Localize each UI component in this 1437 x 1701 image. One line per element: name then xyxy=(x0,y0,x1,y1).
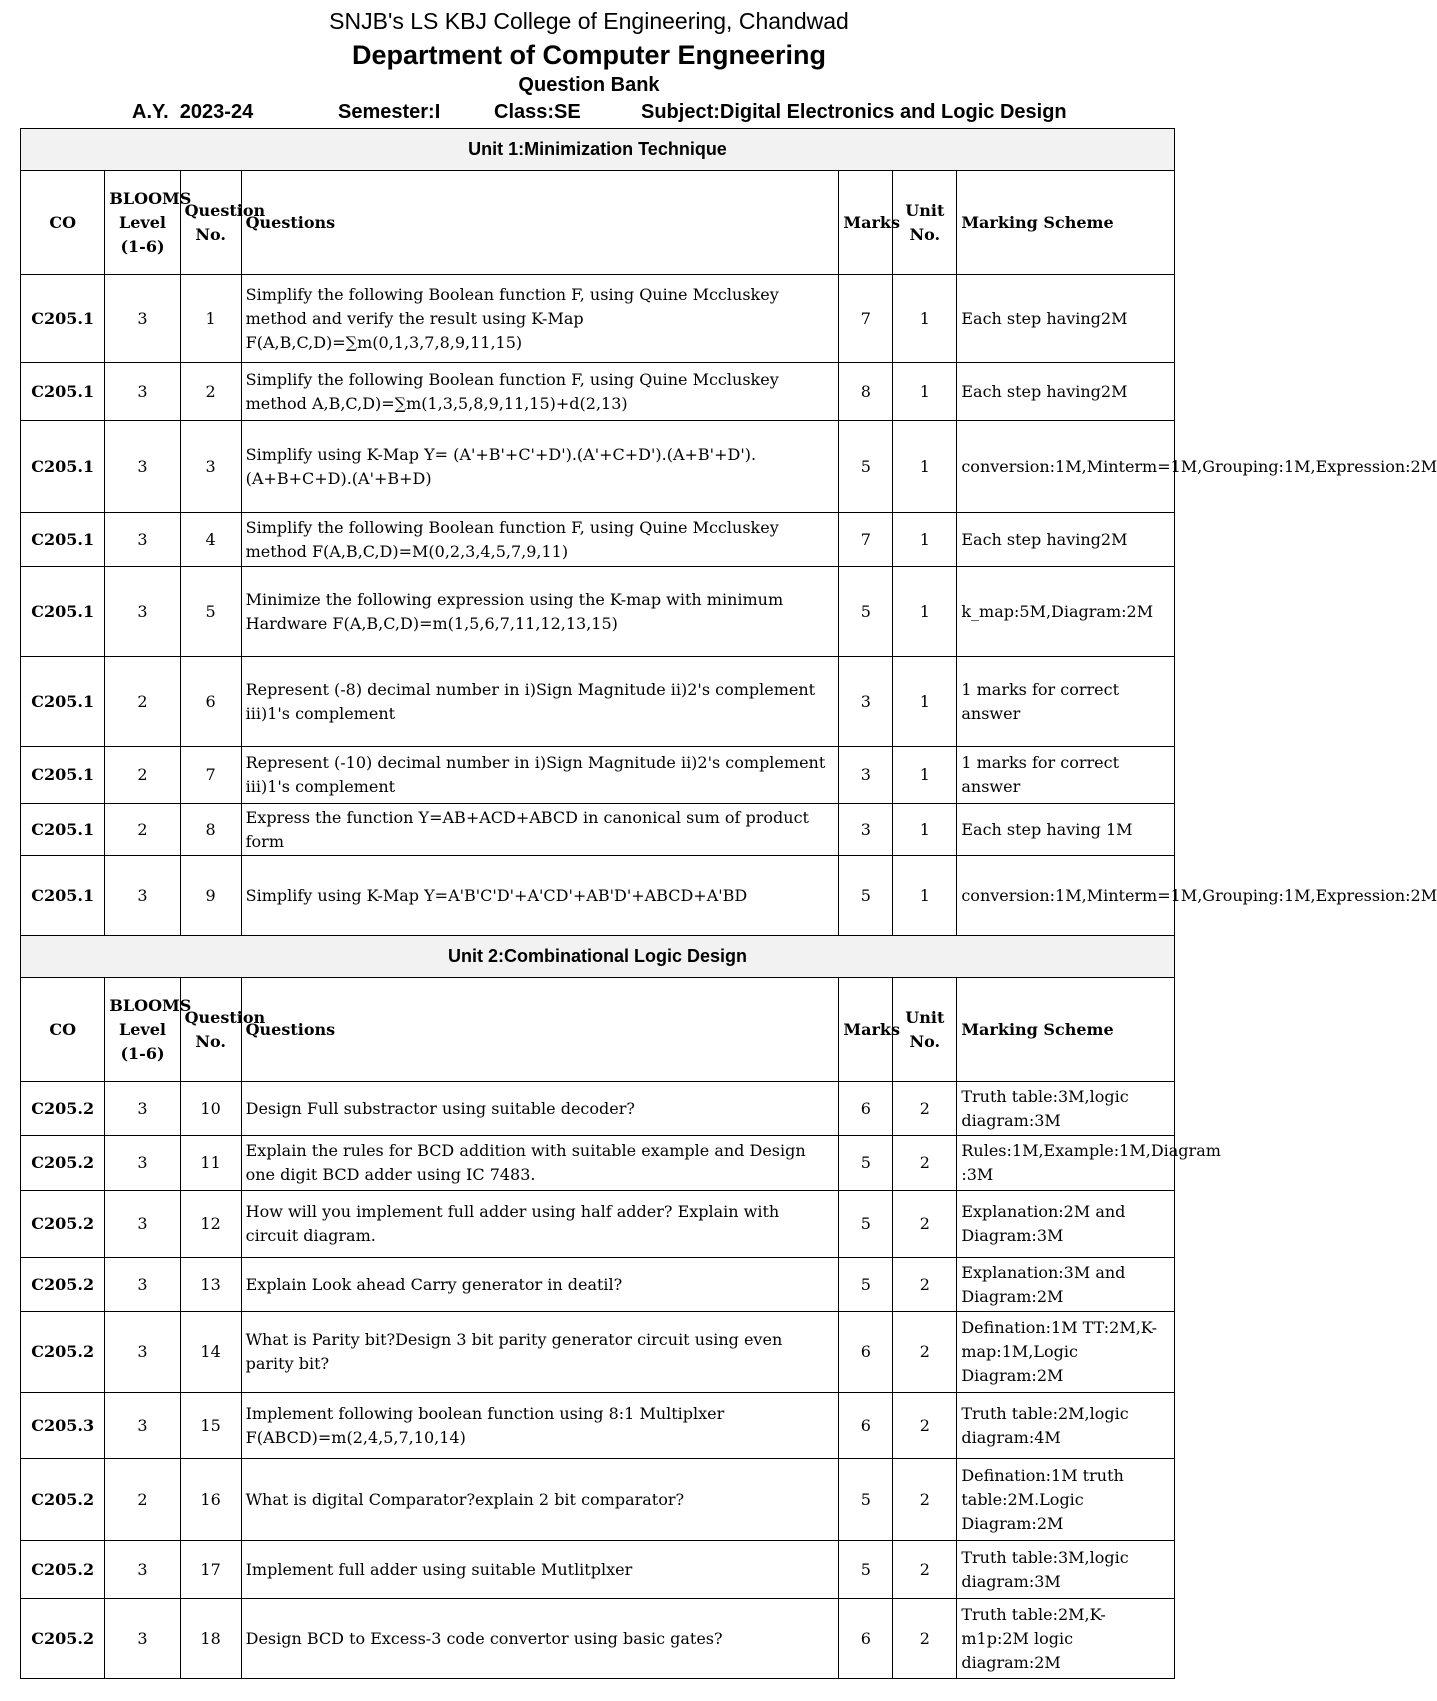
co-cell: C205.1 xyxy=(21,804,105,856)
unit-number-cell: 2 xyxy=(893,1136,957,1191)
unit-number-cell: 1 xyxy=(893,804,957,856)
unit-title: Unit 1:Minimization Technique xyxy=(21,129,1175,171)
co-cell: C205.2 xyxy=(21,1258,105,1312)
marking-scheme-cell: 1 marks for correct answer xyxy=(957,657,1175,747)
blooms-header: BLOOMS Level (1-6) xyxy=(105,171,180,275)
question-number-cell: 12 xyxy=(180,1191,241,1258)
unit-number-cell: 2 xyxy=(893,1599,957,1679)
question-text-cell: Simplify using K-Map Y= (A'+B'+C'+D').(A'+C+D').(A+B'+D').(A+B+C+D).(A'+B+D) xyxy=(241,421,839,513)
blooms-header: BLOOMS Level (1-6) xyxy=(105,978,180,1082)
unit-number-cell: 2 xyxy=(893,1541,957,1599)
blooms-level-cell: 2 xyxy=(105,1459,180,1541)
table-row xyxy=(21,1599,1175,1679)
question-number-cell: 13 xyxy=(180,1258,241,1312)
marking-scheme-cell: Truth table:3M,logic diagram:3M xyxy=(957,1541,1175,1599)
marks-cell: 6 xyxy=(839,1312,893,1393)
unit-number-cell: 1 xyxy=(893,567,957,657)
unit-title-row xyxy=(21,936,1175,978)
marking-scheme-cell: Defination:1M TT:2M,K-map:1M,Logic Diagram:2M xyxy=(957,1312,1175,1393)
table-row xyxy=(21,513,1175,567)
marks-cell: 6 xyxy=(839,1393,893,1459)
question-number-cell: 17 xyxy=(180,1541,241,1599)
question-number-header: Question No. xyxy=(180,171,241,275)
marks-cell: 7 xyxy=(839,275,893,363)
unit-header: Unit No. xyxy=(893,171,957,275)
table-row xyxy=(21,1459,1175,1541)
unit-header: Unit No. xyxy=(893,978,957,1082)
co-cell: C205.2 xyxy=(21,1599,105,1679)
marks-cell: 5 xyxy=(839,1541,893,1599)
marks-cell: 5 xyxy=(839,1258,893,1312)
marks-cell: 5 xyxy=(839,1459,893,1541)
marks-cell: 6 xyxy=(839,1082,893,1136)
column-header-row xyxy=(21,978,1175,1082)
blooms-level-cell: 3 xyxy=(105,1136,180,1191)
question-text-cell: Represent (-8) decimal number in i)Sign Magnitude ii)2's complement iii)1's complement xyxy=(241,657,839,747)
marking-scheme-cell: Defination:1M truth table:2M.Logic Diagram:2M xyxy=(957,1459,1175,1541)
marking-scheme-cell: Truth table:2M,logic diagram:4M xyxy=(957,1393,1175,1459)
semester: Semester:I xyxy=(338,101,441,123)
question-number-cell: 18 xyxy=(180,1599,241,1679)
blooms-level-cell: 3 xyxy=(105,513,180,567)
question-text-cell: How will you implement full adder using half adder? Explain with circuit diagram. xyxy=(241,1191,839,1258)
co-header: CO xyxy=(21,171,105,275)
co-cell: C205.1 xyxy=(21,275,105,363)
unit-number-cell: 1 xyxy=(893,513,957,567)
co-cell: C205.2 xyxy=(21,1541,105,1599)
question-text-cell: Simplify the following Boolean function F, using Quine Mccluskey method F(A,B,C,D)=M(0,2,3,4,5,7,9,11) xyxy=(241,513,839,567)
question-text-cell: What is digital Comparator?explain 2 bit comparator? xyxy=(241,1459,839,1541)
marks-cell: 3 xyxy=(839,657,893,747)
marking-scheme-cell: k_map:5M,Diagram:2M xyxy=(957,567,1175,657)
blooms-level-cell: 3 xyxy=(105,275,180,363)
marking-scheme-header: Marking Scheme xyxy=(957,978,1175,1082)
marks-header: Marks xyxy=(839,978,893,1082)
blooms-level-cell: 2 xyxy=(105,747,180,804)
question-number-cell: 15 xyxy=(180,1393,241,1459)
table-row xyxy=(21,804,1175,856)
marking-scheme-cell: conversion:1M,Minterm=1M,Grouping:1M,Expression:2M xyxy=(957,856,1175,936)
blooms-level-cell: 3 xyxy=(105,856,180,936)
marking-scheme-cell: Each step having2M xyxy=(957,363,1175,421)
co-cell: C205.1 xyxy=(21,657,105,747)
marking-scheme-cell: Each step having 1M xyxy=(957,804,1175,856)
marks-header: Marks xyxy=(839,171,893,275)
table-row xyxy=(21,1191,1175,1258)
blooms-level-cell: 2 xyxy=(105,804,180,856)
blooms-level-cell: 3 xyxy=(105,1258,180,1312)
table-row xyxy=(21,747,1175,804)
question-number-cell: 9 xyxy=(180,856,241,936)
marks-cell: 5 xyxy=(839,567,893,657)
table-row xyxy=(21,856,1175,936)
marks-cell: 5 xyxy=(839,1136,893,1191)
marking-scheme-cell: Rules:1M,Example:1M,Diagram :3M xyxy=(957,1136,1175,1191)
question-text-cell: Simplify the following Boolean function F, using Quine Mccluskey method and verify the result using K-Map F(A,B,C,D)=∑m(0,1,3,7,8,9,11,15) xyxy=(241,275,839,363)
unit-title: Unit 2:Combinational Logic Design xyxy=(21,936,1175,978)
question-number-cell: 6 xyxy=(180,657,241,747)
question-text-cell: Implement full adder using suitable Mutlitplxer xyxy=(241,1541,839,1599)
marking-scheme-cell: Truth table:3M,logic diagram:3M xyxy=(957,1082,1175,1136)
question-number-cell: 11 xyxy=(180,1136,241,1191)
co-cell: C205.2 xyxy=(21,1191,105,1258)
unit-number-cell: 2 xyxy=(893,1258,957,1312)
question-text-cell: Design Full substractor using suitable decoder? xyxy=(241,1082,839,1136)
unit-title-row xyxy=(21,129,1175,171)
co-cell: C205.2 xyxy=(21,1459,105,1541)
question-number-cell: 7 xyxy=(180,747,241,804)
marks-cell: 3 xyxy=(839,747,893,804)
blooms-level-cell: 3 xyxy=(105,1393,180,1459)
unit-number-cell: 1 xyxy=(893,275,957,363)
class: Class:SE xyxy=(494,101,581,123)
question-text-cell: Implement following boolean function using 8:1 Multiplxer F(ABCD)=m(2,4,5,7,10,14) xyxy=(241,1393,839,1459)
blooms-level-cell: 3 xyxy=(105,1541,180,1599)
column-header-row xyxy=(21,171,1175,275)
question-number-cell: 1 xyxy=(180,275,241,363)
co-cell: C205.1 xyxy=(21,747,105,804)
marks-cell: 8 xyxy=(839,363,893,421)
question-number-header: Question No. xyxy=(180,978,241,1082)
unit-number-cell: 2 xyxy=(893,1459,957,1541)
table-row xyxy=(21,1393,1175,1459)
department-title: Department of Computer Engneering xyxy=(351,40,827,70)
table-row xyxy=(21,657,1175,747)
co-cell: C205.3 xyxy=(21,1393,105,1459)
table-row xyxy=(21,421,1175,513)
marking-scheme-header: Marking Scheme xyxy=(957,171,1175,275)
marking-scheme-cell: Each step having2M xyxy=(957,275,1175,363)
marking-scheme-cell: 1 marks for correct answer xyxy=(957,747,1175,804)
question-number-cell: 10 xyxy=(180,1082,241,1136)
co-cell: C205.1 xyxy=(21,567,105,657)
question-text-cell: Simplify the following Boolean function F, using Quine Mccluskey method A,B,C,D)=∑m(1,3,5,8,9,11,15)+d(2,13) xyxy=(241,363,839,421)
table-row xyxy=(21,1136,1175,1191)
co-header: CO xyxy=(21,978,105,1082)
question-text-cell: Represent (-10) decimal number in i)Sign Magnitude ii)2's complement iii)1's complement xyxy=(241,747,839,804)
question-number-cell: 14 xyxy=(180,1312,241,1393)
question-number-cell: 3 xyxy=(180,421,241,513)
academic-year: A.Y. 2023-24 xyxy=(132,101,254,123)
question-text-cell: Express the function Y=AB+ACD+ABCD in canonical sum of product form xyxy=(241,804,839,856)
questions-header: Questions xyxy=(241,171,839,275)
blooms-level-cell: 2 xyxy=(105,657,180,747)
question-text-cell: Simplify using K-Map Y=A'B'C'D'+A'CD'+AB'D'+ABCD+A'BD xyxy=(241,856,839,936)
blooms-level-cell: 3 xyxy=(105,1191,180,1258)
document-type: Question Bank xyxy=(518,74,660,96)
unit-number-cell: 1 xyxy=(893,363,957,421)
question-text-cell: Minimize the following expression using the K-map with minimum Hardware F(A,B,C,D)=m(1,5,6,7,11,12,13,15) xyxy=(241,567,839,657)
table-row xyxy=(21,1312,1175,1393)
question-number-cell: 5 xyxy=(180,567,241,657)
unit-number-cell: 2 xyxy=(893,1393,957,1459)
subject: Subject:Digital Electronics and Logic Design xyxy=(641,101,1067,123)
blooms-level-cell: 3 xyxy=(105,363,180,421)
marks-cell: 3 xyxy=(839,804,893,856)
table-row xyxy=(21,1082,1175,1136)
question-text-cell: Design BCD to Excess-3 code convertor using basic gates? xyxy=(241,1599,839,1679)
co-cell: C205.1 xyxy=(21,856,105,936)
table-row xyxy=(21,1258,1175,1312)
marks-cell: 5 xyxy=(839,856,893,936)
marking-scheme-cell: Explanation:2M and Diagram:3M xyxy=(957,1191,1175,1258)
blooms-level-cell: 3 xyxy=(105,1082,180,1136)
questions-header: Questions xyxy=(241,978,839,1082)
marking-scheme-cell: Truth table:2M,K-m1p:2M logic diagram:2M xyxy=(957,1599,1175,1679)
marking-scheme-cell: Explanation:3M and Diagram:2M xyxy=(957,1258,1175,1312)
marks-cell: 7 xyxy=(839,513,893,567)
unit-number-cell: 2 xyxy=(893,1312,957,1393)
table-row xyxy=(21,363,1175,421)
marks-cell: 6 xyxy=(839,1599,893,1679)
unit-number-cell: 1 xyxy=(893,747,957,804)
blooms-level-cell: 3 xyxy=(105,567,180,657)
question-number-cell: 2 xyxy=(180,363,241,421)
marks-cell: 5 xyxy=(839,421,893,513)
co-cell: C205.1 xyxy=(21,513,105,567)
co-cell: C205.2 xyxy=(21,1082,105,1136)
marking-scheme-cell: conversion:1M,Minterm=1M,Grouping:1M,Expression:2M xyxy=(957,421,1175,513)
co-cell: C205.1 xyxy=(21,421,105,513)
co-cell: C205.1 xyxy=(21,363,105,421)
table-row xyxy=(21,1541,1175,1599)
unit-number-cell: 1 xyxy=(893,421,957,513)
unit-number-cell: 2 xyxy=(893,1082,957,1136)
co-cell: C205.2 xyxy=(21,1136,105,1191)
blooms-level-cell: 3 xyxy=(105,1312,180,1393)
unit-number-cell: 1 xyxy=(893,657,957,747)
question-text-cell: Explain the rules for BCD addition with suitable example and Design one digit BCD adder using IC 7483. xyxy=(241,1136,839,1191)
table-row xyxy=(21,275,1175,363)
college-name: SNJB's LS KBJ College of Engineering, Chandwad xyxy=(329,8,849,34)
question-table xyxy=(20,128,1437,1679)
unit-number-cell: 2 xyxy=(893,1191,957,1258)
question-number-cell: 16 xyxy=(180,1459,241,1541)
question-number-cell: 4 xyxy=(180,513,241,567)
marking-scheme-cell: Each step having2M xyxy=(957,513,1175,567)
table-row xyxy=(21,567,1175,657)
blooms-level-cell: 3 xyxy=(105,1599,180,1679)
question-text-cell: Explain Look ahead Carry generator in deatil? xyxy=(241,1258,839,1312)
question-text-cell: What is Parity bit?Design 3 bit parity generator circuit using even parity bit? xyxy=(241,1312,839,1393)
blooms-level-cell: 3 xyxy=(105,421,180,513)
unit-number-cell: 1 xyxy=(893,856,957,936)
question-number-cell: 8 xyxy=(180,804,241,856)
marks-cell: 5 xyxy=(839,1191,893,1258)
co-cell: C205.2 xyxy=(21,1312,105,1393)
